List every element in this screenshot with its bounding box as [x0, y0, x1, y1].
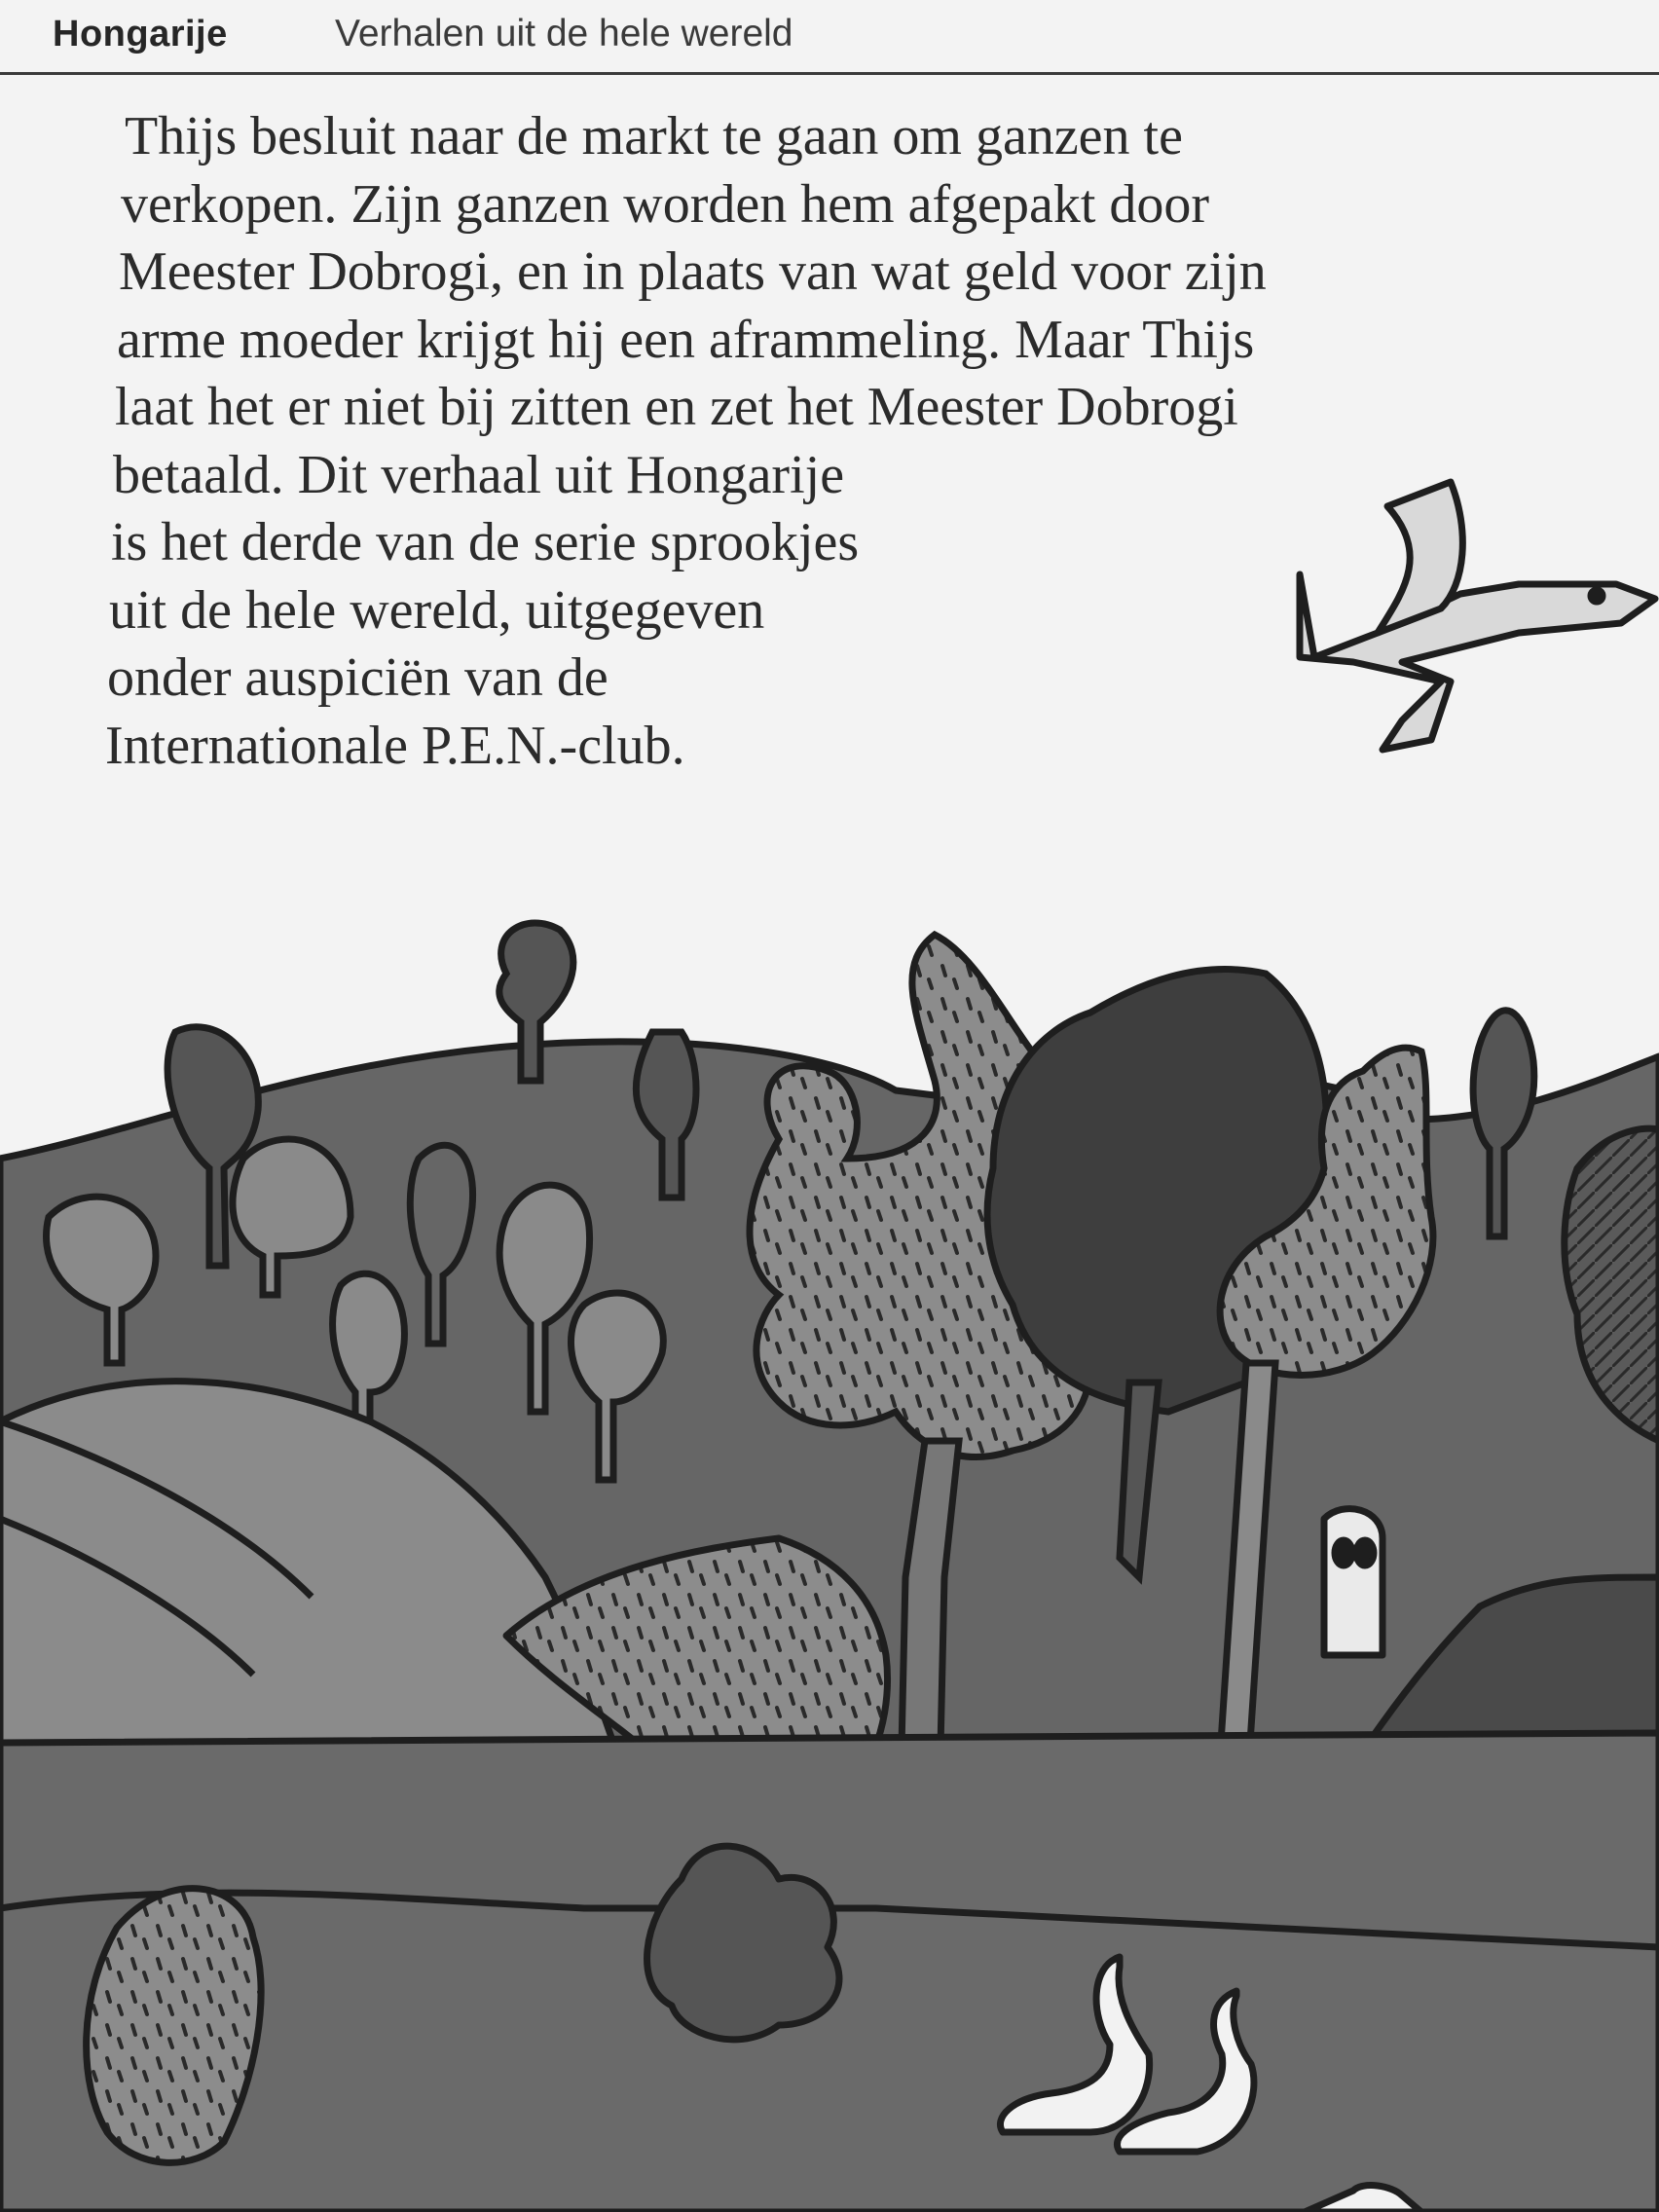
text-line: Meester Dobrogi, en in plaats van wat geld voor zijn — [119, 241, 1267, 302]
header-rule — [0, 72, 1659, 75]
text-line: is het derde van de serie sprookjes — [111, 512, 860, 572]
text-line: arme moeder krijgt hij een aframmeling. Maar Thijs — [117, 309, 1255, 370]
blurb-text — [105, 103, 1527, 780]
text-line: verkopen. Zijn ganzen worden hem afgepakt door — [121, 173, 1210, 235]
text-line: betaald. Dit verhaal uit Hongarije — [113, 444, 845, 505]
text-line: Internationale P.E.N.-club. — [105, 715, 685, 776]
text-line: uit de hele wereld, uitgegeven — [109, 579, 765, 641]
series-title: Verhalen uit de hele wereld — [335, 13, 793, 55]
geese — [1000, 1957, 1421, 2212]
text-line: onder auspiciën van de — [107, 647, 608, 708]
text-line: Thijs besluit naar de markt te gaan om ganzen te — [125, 106, 1183, 166]
running-header — [0, 0, 1659, 74]
section-title: Hongarije — [53, 14, 228, 55]
text-line: laat het er niet bij zitten en zet het Meester Dobrogi — [115, 377, 1238, 437]
